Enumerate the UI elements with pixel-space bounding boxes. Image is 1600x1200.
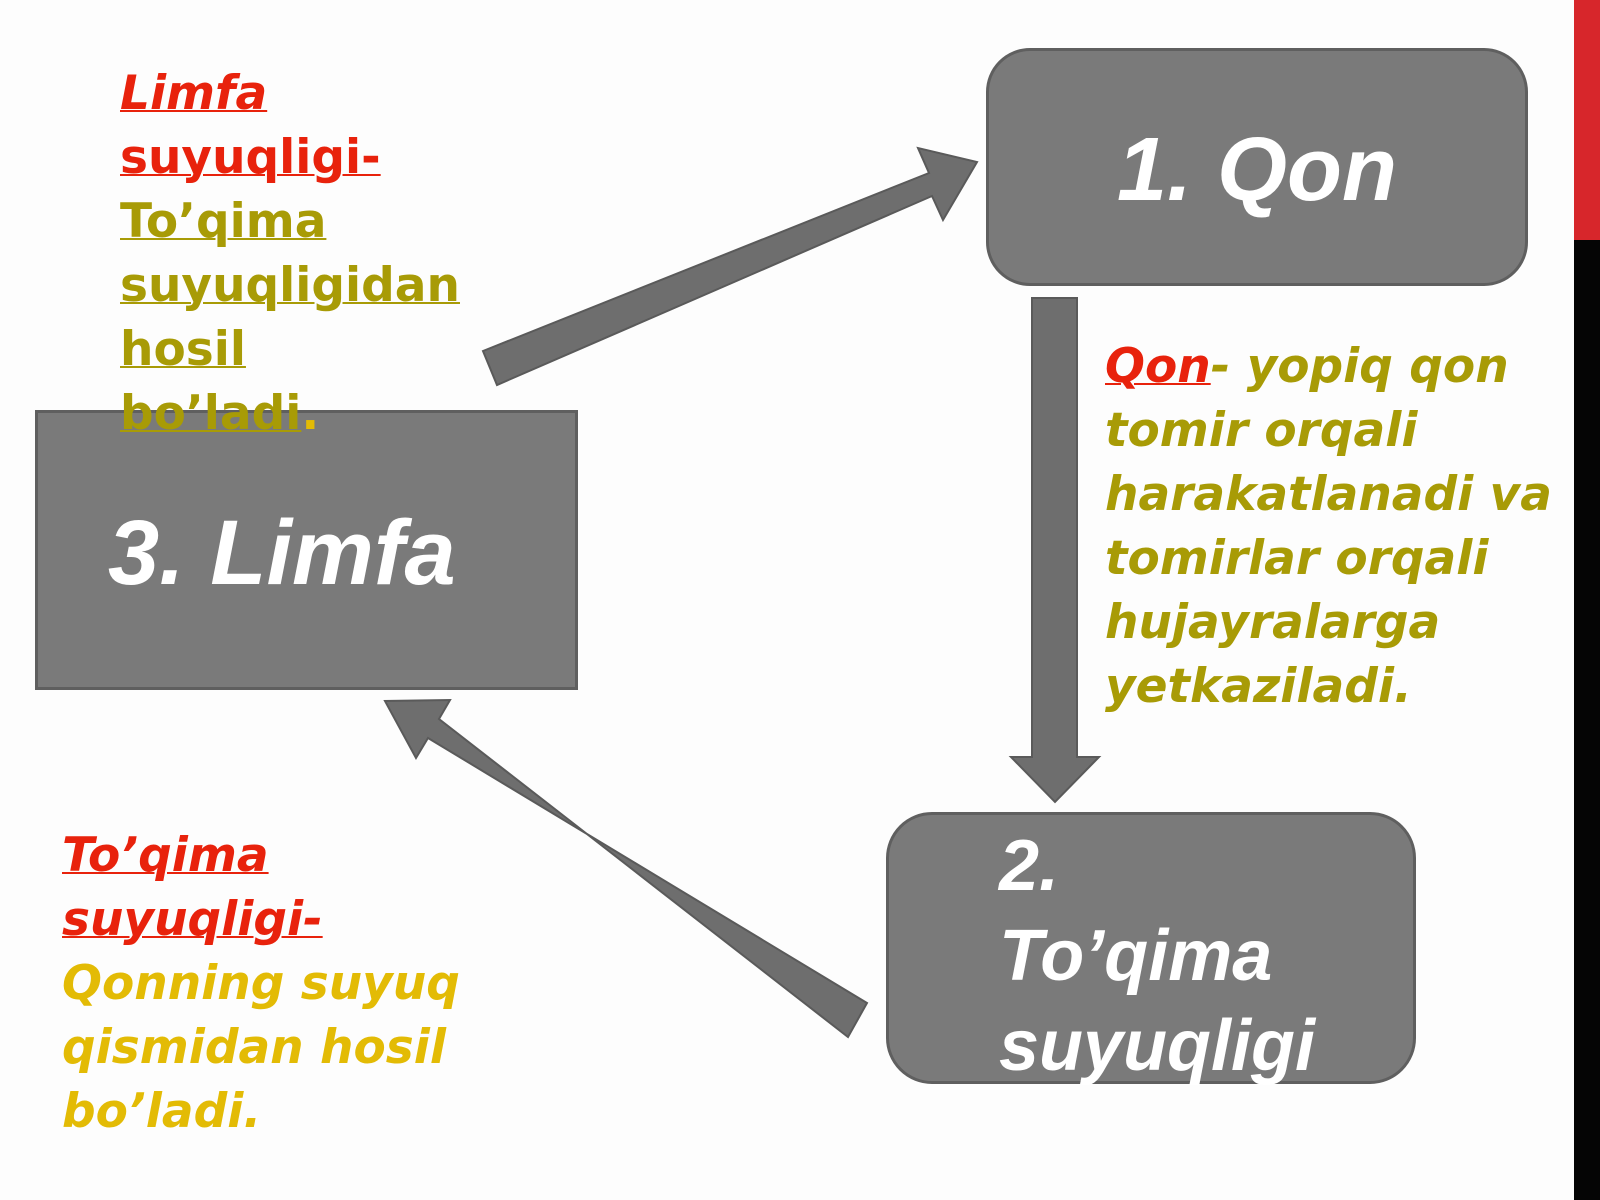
note-toqima-title: To’qima suyuqligi- xyxy=(62,828,323,947)
note-toqima-body: Qonning suyuq qismidan hosil bo’ladi. xyxy=(62,956,460,1139)
box-toqima-line2: suyuqligi xyxy=(999,1006,1316,1086)
note-limfa xyxy=(120,62,460,446)
note-limfa-title: Limfa xyxy=(120,66,268,121)
note-qon xyxy=(1105,335,1565,719)
note-qon-term: Qon xyxy=(1105,339,1211,394)
arrow-qon-to-toqima xyxy=(1011,298,1099,802)
note-limfa-body: To’qima suyuqligidan hosil bo’ladi xyxy=(120,194,460,441)
box-toqima-line1: To’qima xyxy=(999,916,1273,996)
note-toqima xyxy=(62,824,532,1144)
box-qon-label: 1. Qon xyxy=(1116,120,1398,220)
box-toqima-suyuqligi xyxy=(886,812,1416,1084)
box-limfa xyxy=(35,410,578,690)
note-limfa-title2: suyuqligi- xyxy=(120,130,381,185)
note-limfa-dot: . xyxy=(301,386,320,441)
box-toqima-number: 2. xyxy=(999,826,1060,906)
arrow-limfa-to-qon xyxy=(483,148,977,385)
box-limfa-label: 3. Limfa xyxy=(108,502,456,604)
box-qon xyxy=(986,48,1528,286)
note-qon-rest: - yopiq qon tomir orqali harakatlanadi va tomirlar orqali hujayralarga yetkaziladi. xyxy=(1105,339,1552,714)
